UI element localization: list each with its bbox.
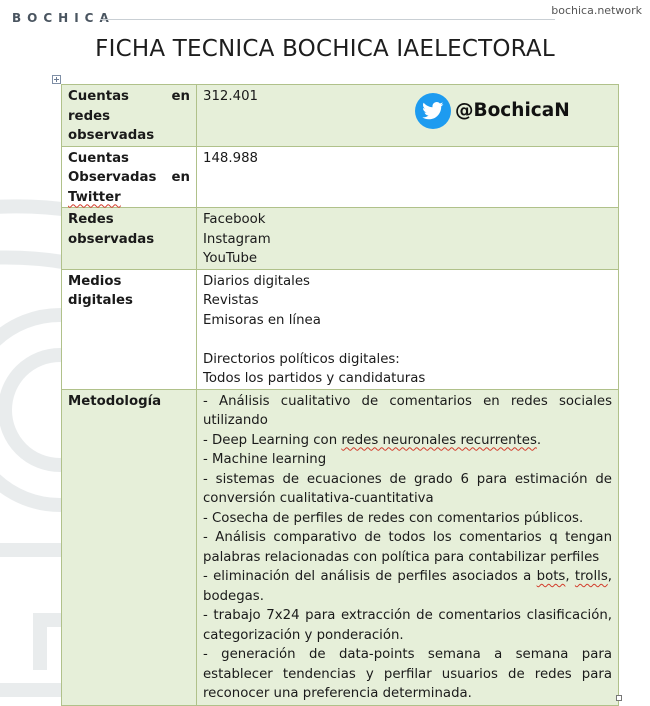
- twitter-handle: @BochicaN: [455, 100, 570, 121]
- row-value-medios: [197, 269, 619, 389]
- list-item: - Machine learning: [203, 452, 327, 467]
- list-item: Directorios políticos digitales:: [203, 351, 400, 367]
- row-value-metodologia: [197, 389, 619, 705]
- row-label-metodologia: Metodología: [62, 389, 197, 705]
- list-item: Revistas: [203, 293, 259, 308]
- row-label-medios: Medios digitales: [62, 269, 197, 389]
- list-item: Todos los partidos y candidaturas: [203, 371, 426, 386]
- table-row: [62, 269, 619, 389]
- list-item: Emisoras en línea: [203, 312, 321, 328]
- row-value-cuentas-redes: 312.401: [197, 85, 619, 147]
- row-label-cuentas-redes: Cuentas en redes observadas: [62, 85, 197, 147]
- list-item: - trabajo 7x24 para extracción de comentarios clasificación, categorización y ponderación.: [203, 608, 612, 643]
- row-value-redes: [197, 208, 619, 270]
- list-item: Diarios digitales: [203, 273, 310, 289]
- bochica-logo: BOCHICA: [12, 11, 115, 25]
- list-item: Instagram: [203, 231, 271, 247]
- list-item: - Deep Learning con redes neuronales recurrentes.: [203, 432, 542, 448]
- table-row: [62, 389, 619, 705]
- header-divider: [100, 19, 555, 20]
- page-title: FICHA TECNICA BOCHICA IAELECTORAL: [95, 36, 555, 62]
- row-label-redes: Redes observadas: [62, 208, 197, 270]
- table-row: [62, 146, 619, 208]
- technical-sheet-table: [61, 84, 619, 706]
- list-item: utilizando: [203, 413, 268, 428]
- row-value-cuentas-twitter: 148.988: [197, 146, 619, 208]
- list-item: - sistemas de ecuaciones de grado 6 para estimación de conversión cualitativa-cuantitativa: [203, 471, 612, 506]
- site-url[interactable]: bochica.network: [551, 4, 642, 17]
- table-resize-handle-icon[interactable]: [616, 695, 622, 701]
- list-item: Facebook: [203, 212, 266, 227]
- list-item: - eliminación del análisis de perfiles asociados a bots, trolls, bodegas.: [203, 569, 612, 604]
- list-item: - generación de data-points semana a semana para establecer tendencias y perfilar usuarios de redes para reconocer una preferencia determinada.: [203, 647, 612, 701]
- list-item: YouTube: [203, 251, 258, 266]
- table-move-handle-icon[interactable]: [52, 75, 61, 84]
- table-row: [62, 208, 619, 270]
- list-item: - Análisis comparativo de todos los comentarios q tengan palabras relacionadas con política para contabilizar perfiles: [203, 530, 612, 565]
- twitter-badge[interactable]: [415, 92, 570, 129]
- list-item: - Análisis cualitativo de comentarios en redes sociales: [203, 393, 612, 409]
- list-item: - Cosecha de perfiles de redes con comentarios públicos.: [203, 510, 584, 526]
- twitter-bird-icon: [415, 93, 451, 129]
- row-label-cuentas-twitter: Cuentas Observadas en Twitter: [62, 146, 197, 208]
